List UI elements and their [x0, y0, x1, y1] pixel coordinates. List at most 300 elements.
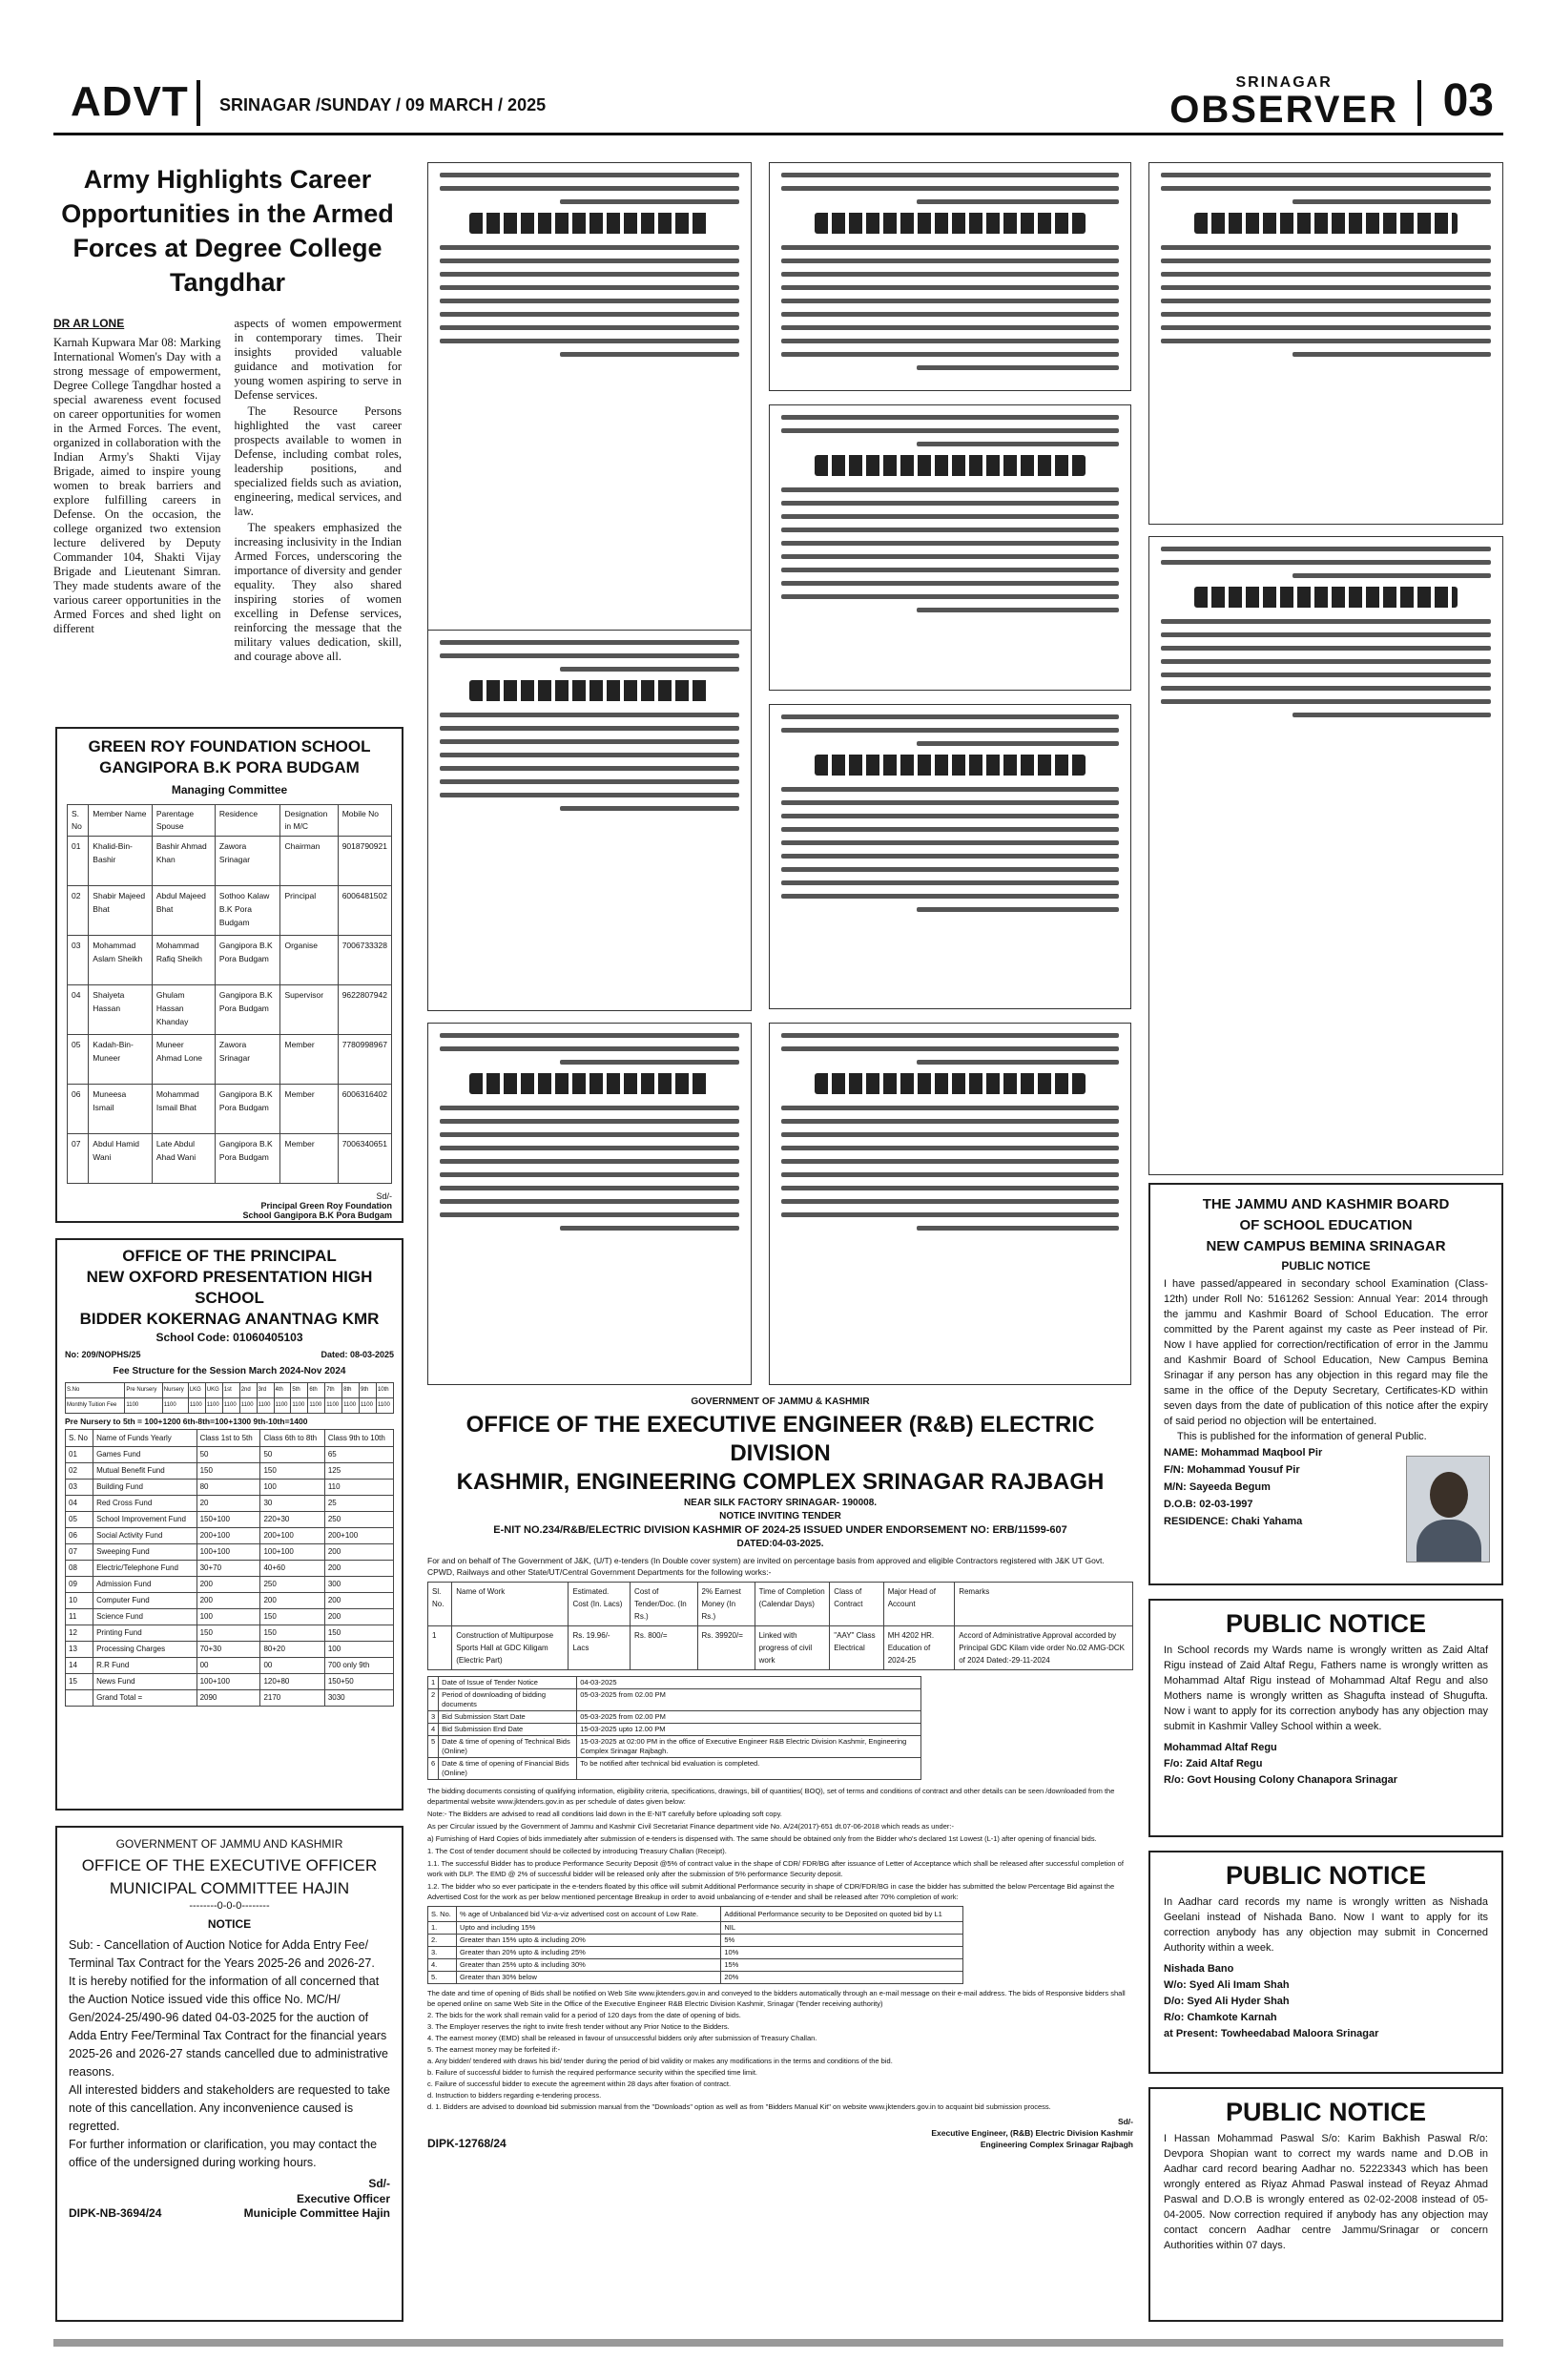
- table-cell: 200: [324, 1561, 393, 1577]
- table-row: [66, 1658, 394, 1674]
- urdu-text-line: [917, 1226, 1119, 1231]
- sd-mark: Sd/-: [368, 2177, 390, 2190]
- signatory-line: W/o: Syed Ali Imam Shah: [1164, 1979, 1290, 1991]
- table-cell: Construction of Multipurpose Sports Hall at GDC Kiligam (Electric Part): [452, 1626, 569, 1670]
- table-cell: 1.: [428, 1922, 457, 1935]
- nit-label: NOTICE INVITING TENDER: [719, 1511, 841, 1521]
- article-column-1: [53, 317, 221, 666]
- urdu-text-line: [440, 640, 739, 645]
- table-cell: 13: [66, 1642, 93, 1658]
- tender-term: 5. The earnest money may be forfeited if:-: [427, 2045, 561, 2054]
- school-name: NEW OXFORD PRESENTATION HIGH SCHOOL: [86, 1268, 373, 1307]
- notice-title: PUBLIC NOTICE: [1225, 2098, 1426, 2126]
- tender-term: 4. The earnest money (EMD) shall be released in favour of unsuccessful bidders only after submission of Treasury Challan.: [427, 2034, 817, 2042]
- table-header-cell: 4th: [274, 1383, 291, 1398]
- table-cell: 100+100: [260, 1544, 324, 1561]
- urdu-text-line: [440, 285, 739, 290]
- urdu-text-line: [917, 907, 1119, 912]
- urdu-text-line: [781, 1119, 1119, 1124]
- urdu-heading: [469, 1073, 709, 1094]
- table-cell: 15-03-2025 at 02:00 PM in the office of Executive Engineer R&B Electric Division Kashmir, Engineering Complex Srinagar Rajbagh.: [577, 1736, 921, 1758]
- table-header-cell: 10th: [376, 1383, 393, 1398]
- ref-line: [65, 1350, 394, 1359]
- table-header-cell: S. No: [68, 805, 89, 837]
- tender-term: 2. The bids for the work shall remain valid for a period of 120 days from the date of opening of bids.: [427, 2011, 741, 2019]
- table-header-cell: 2nd: [239, 1383, 257, 1398]
- table-cell: 20: [196, 1496, 260, 1512]
- table-cell: 12: [66, 1625, 93, 1642]
- table-header-cell: Parentage Spouse: [152, 805, 215, 837]
- table-cell: 250: [324, 1512, 393, 1528]
- enit-number: E-NIT NO.234/R&B/ELECTRIC DIVISION KASHMIR OF 2024-25 ISSUED UNDER ENDORSEMENT NO: ERB/11599-607: [493, 1524, 1067, 1536]
- urdu-text-line: [781, 339, 1119, 343]
- urdu-text-line: [781, 1046, 1119, 1051]
- urdu-text-line: [781, 594, 1119, 599]
- table-header-cell: Cost of Tender/Doc. (In Rs.): [631, 1583, 697, 1626]
- table-row: [66, 1577, 394, 1593]
- urdu-text-line: [917, 442, 1119, 446]
- table-cell: 00: [196, 1658, 260, 1674]
- tender-notes: [427, 1786, 1133, 1902]
- table-cell: 80: [196, 1480, 260, 1496]
- urdu-text-line: [440, 1212, 739, 1217]
- table-cell: 220+30: [260, 1512, 324, 1528]
- urdu-text-line: [1161, 299, 1491, 303]
- urdu-text-line: [781, 581, 1119, 586]
- signatory-line: Executive Engineer, (R&B) Electric Division Kashmir: [931, 2128, 1133, 2138]
- table-cell: 10%: [721, 1947, 963, 1959]
- table-cell: Khalid-Bin-Bashir: [89, 837, 153, 886]
- table-header-cell: S. No.: [428, 1907, 457, 1922]
- table-cell: 100: [260, 1480, 324, 1496]
- table-cell: 5.: [428, 1972, 457, 1984]
- urdu-text-line: [781, 814, 1119, 818]
- logo-city: SRINAGAR: [1235, 74, 1333, 91]
- urdu-text-line: [781, 272, 1119, 277]
- table-cell: 100: [196, 1609, 260, 1625]
- table-header-cell: Class 6th to 8th: [260, 1430, 324, 1447]
- urdu-text-line: [1161, 312, 1491, 317]
- table-cell: 100+100: [196, 1674, 260, 1690]
- board-title: OF SCHOOL EDUCATION: [1239, 1217, 1413, 1233]
- table-cell: School Improvement Fund: [93, 1512, 197, 1528]
- school-address: BIDDER KOKERNAG ANANTNAG KMR: [79, 1310, 380, 1328]
- ref-number: No: 209/NOPHS/25: [65, 1350, 141, 1359]
- signatory-line: Principal Green Roy Foundation: [260, 1201, 392, 1211]
- table-cell: 110: [324, 1480, 393, 1496]
- table-header-cell: Class 9th to 10th: [324, 1430, 393, 1447]
- urdu-text-line: [1161, 659, 1491, 664]
- urdu-text-line: [1292, 573, 1491, 578]
- urdu-text-line: [440, 186, 739, 191]
- urdu-text-line: [781, 352, 1119, 357]
- table-cell: 05-03-2025 from 02.00 PM: [577, 1689, 921, 1711]
- yearly-fund-table: [65, 1429, 394, 1707]
- signature-block: [69, 2176, 390, 2206]
- tender-term: d. Instruction to bidders regarding e-tendering process.: [427, 2091, 602, 2100]
- urdu-text-line: [440, 1146, 739, 1150]
- dipk-code: DIPK-NB-3694/24: [69, 2206, 162, 2220]
- table-cell: Accord of Administrative Approval accorded by Principal GDC Kilam vide order No.02 AMG-DCK of 2024 Dated:-29-11-2024: [955, 1626, 1133, 1670]
- table-header-cell: Class of Contract: [830, 1583, 883, 1626]
- newspaper-logo: [1169, 74, 1398, 131]
- urdu-text-line: [781, 487, 1119, 492]
- applicant-father: F/N: Mohammad Yousuf Pir: [1164, 1464, 1300, 1476]
- article-byline: DR AR LONE: [53, 317, 125, 330]
- schedule-table: [427, 1676, 921, 1780]
- table-cell: 250: [260, 1577, 324, 1593]
- urdu-heading: [815, 213, 1085, 234]
- table-cell: Building Fund: [93, 1480, 197, 1496]
- notice-label: NOTICE: [207, 1917, 252, 1931]
- table-header-cell: 1st: [222, 1383, 239, 1398]
- table-cell: 04: [66, 1496, 93, 1512]
- urdu-text-line: [440, 1046, 739, 1051]
- table-row: [428, 1922, 963, 1935]
- table-cell: 1100: [308, 1398, 325, 1414]
- fee-title: Fee Structure for the Session March 2024-Nov 2024: [113, 1366, 346, 1376]
- table-cell: 00: [260, 1658, 324, 1674]
- urdu-text-line: [781, 514, 1119, 519]
- table-header-cell: Class 1st to 5th: [196, 1430, 260, 1447]
- urdu-text-line: [781, 1186, 1119, 1190]
- table-row: [66, 1447, 394, 1463]
- urdu-text-line: [1161, 186, 1491, 191]
- table-cell: 200: [196, 1577, 260, 1593]
- section-label: ADVT: [71, 78, 189, 125]
- table-row: [428, 1935, 963, 1947]
- table-cell: Gangipora B.K Pora Budgam: [215, 1134, 280, 1184]
- table-cell: 150: [324, 1625, 393, 1642]
- table-header-cell: 3rd: [257, 1383, 274, 1398]
- urdu-text-line: [560, 806, 739, 811]
- table-cell: 150: [260, 1609, 324, 1625]
- table-row: [66, 1528, 394, 1544]
- table-cell: 15%: [721, 1959, 963, 1972]
- urdu-notice: [427, 1023, 752, 1385]
- table-cell: 30: [260, 1496, 324, 1512]
- fee-summary: Pre Nursery to 5th = 100+1200 6th-8th=100+1300 9th-10th=1400: [65, 1417, 308, 1426]
- table-cell: 2: [428, 1689, 439, 1711]
- urdu-text-line: [1161, 245, 1491, 250]
- table-cell: Upto and including 15%: [457, 1922, 721, 1935]
- table-row: [428, 1711, 921, 1724]
- table-cell: 6006481502: [338, 886, 391, 936]
- table-cell: 4.: [428, 1959, 457, 1972]
- table-cell: 1100: [188, 1398, 205, 1414]
- urdu-text-line: [781, 728, 1119, 733]
- urdu-text-line: [440, 779, 739, 784]
- table-cell: 1100: [125, 1398, 162, 1414]
- table-cell: 200+100: [196, 1528, 260, 1544]
- urdu-text-line: [781, 827, 1119, 832]
- table-header-cell: Additional Performance security to be Deposited on quoted bid by L1: [721, 1907, 963, 1922]
- table-cell: Muneer Ahmad Lone: [152, 1035, 215, 1085]
- tender-notice: [427, 1397, 1133, 2322]
- notice-paragraph: It is hereby notified for the information of all concerned that the Auction Notice issued vide this office No. MC/H/ Gen/2024-25/490-96 dated 04-03-2025 for the auction of Adda Entry Fee/Terminal Tax Contract for the financial years 2025-26 and 2026-27 stands cancelled due to administrative reasons.: [69, 1975, 388, 2079]
- urdu-text-line: [1161, 619, 1491, 624]
- table-cell: 25: [324, 1496, 393, 1512]
- urdu-notice: [769, 404, 1131, 691]
- tender-note: Note:- The Bidders are advised to read all conditions laid down in the E-NIT carefully before uploading soft copy.: [427, 1810, 782, 1818]
- urdu-text-line: [440, 1159, 739, 1164]
- table-cell: 7006733328: [338, 936, 391, 985]
- table-row: [66, 1544, 394, 1561]
- table-cell: Gangipora B.K Pora Budgam: [215, 985, 280, 1035]
- public-notice-nishada: [1148, 1851, 1503, 2074]
- urdu-text-line: [781, 880, 1119, 885]
- table-cell: 05: [66, 1512, 93, 1528]
- table-cell: 65: [324, 1447, 393, 1463]
- urdu-text-line: [781, 800, 1119, 805]
- tender-note: 1.1. The successful Bidder has to produce Performance Security Deposit @5% of contract value in the shape of CDR/ FDR/BG after issuance of Letter of Acceptance which shall be released after successful completion of work with DLP. The EMD @ 2% of successful bidder will be released only after the submission of 5% performance Security deposit.: [427, 1859, 1124, 1878]
- table-header-cell: Estimated. Cost (In. Lacs): [569, 1583, 631, 1626]
- signatory-line: School Gangipora B.K Pora Budgam: [242, 1211, 392, 1220]
- table-cell: 2090: [196, 1690, 260, 1707]
- urdu-text-line: [1161, 285, 1491, 290]
- table-cell: 200: [196, 1593, 260, 1609]
- table-row: [66, 1496, 394, 1512]
- table-row: [66, 1625, 394, 1642]
- table-row: [428, 1736, 921, 1758]
- sd-mark: Sd/-: [376, 1191, 392, 1201]
- applicant-residence: RESIDENCE: Chaki Yahama: [1164, 1516, 1303, 1527]
- table-cell: 120+80: [260, 1674, 324, 1690]
- green-roy-school-notice: [55, 727, 403, 1223]
- tender-term: The date and time of opening of Bids shall be notified on Web Site www.jktenders.gov.in and conveyed to the bidders automatically through an e-mail message on their e-mail address. The bids of Responsive bidders shall be opened online on same Web Site in the Office of the Executive Engineer R&B Electric Division Kashmir, Srinagar (Tender receiving authority): [427, 1989, 1126, 2008]
- urdu-text-line: [781, 1106, 1119, 1110]
- table-cell: Member: [280, 1085, 338, 1134]
- urdu-text-line: [781, 1159, 1119, 1164]
- urdu-text-line: [440, 793, 739, 797]
- table-header-cell: 7th: [325, 1383, 342, 1398]
- urdu-text-line: [440, 1119, 739, 1124]
- urdu-text-line: [1161, 699, 1491, 704]
- table-header-cell: 8th: [342, 1383, 360, 1398]
- urdu-text-line: [1161, 272, 1491, 277]
- table-cell: 1100: [205, 1398, 222, 1414]
- table-cell: 200: [324, 1609, 393, 1625]
- bottom-rule: [53, 2339, 1503, 2347]
- table-header-cell: S.No: [66, 1383, 125, 1398]
- table-cell: Kadah-Bin-Muneer: [89, 1035, 153, 1085]
- table-cell: 3.: [428, 1947, 457, 1959]
- table-row: [68, 837, 392, 886]
- urdu-text-line: [440, 272, 739, 277]
- table-cell: 1100: [239, 1398, 257, 1414]
- notice-label: PUBLIC NOTICE: [1281, 1259, 1371, 1273]
- office-title: OFFICE OF THE EXECUTIVE ENGINEER (R&B) ELECTRIC DIVISION: [465, 1412, 1095, 1466]
- table-header-cell: Name of Work: [452, 1583, 569, 1626]
- office-address: KASHMIR, ENGINEERING COMPLEX SRINAGAR RAJBAGH: [456, 1469, 1105, 1495]
- urdu-notice: [1148, 162, 1503, 525]
- urdu-text-line: [781, 840, 1119, 845]
- urdu-notice: [1148, 536, 1503, 1175]
- urdu-heading: [1194, 213, 1458, 234]
- table-cell: Red Cross Fund: [93, 1496, 197, 1512]
- table-cell: 1: [428, 1626, 452, 1670]
- table-cell: 7780998967: [338, 1035, 391, 1085]
- table-cell: 1100: [222, 1398, 239, 1414]
- urdu-text-line: [781, 568, 1119, 572]
- table-cell: 150: [196, 1625, 260, 1642]
- jkbose-public-notice: [1148, 1183, 1503, 1585]
- table-cell: 100: [324, 1642, 393, 1658]
- urdu-notice: [769, 162, 1131, 391]
- table-cell: To be notified after technical bid evaluation is completed.: [577, 1758, 921, 1780]
- table-header-cell: 9th: [360, 1383, 377, 1398]
- table-cell: 4: [428, 1724, 439, 1736]
- school-address: GANGIPORA B.K PORA BUDGAM: [99, 758, 360, 776]
- table-cell: Zawora Srinagar: [215, 837, 280, 886]
- table-header-cell: Sl. No.: [428, 1583, 452, 1626]
- urdu-text-line: [1161, 173, 1491, 177]
- signatory-line: F/o: Zaid Altaf Regu: [1164, 1758, 1263, 1769]
- signatory-line: R/o: Chamkote Karnah: [1164, 2012, 1277, 2023]
- urdu-notice: [427, 630, 752, 1011]
- urdu-text-line: [781, 325, 1119, 330]
- table-cell: Processing Charges: [93, 1642, 197, 1658]
- table-row: [428, 1689, 921, 1711]
- table-cell: Greater than 20% upto & including 25%: [457, 1947, 721, 1959]
- table-cell: 150+100: [196, 1512, 260, 1528]
- table-cell: 125: [324, 1463, 393, 1480]
- table-cell: 15: [66, 1674, 93, 1690]
- table-cell: 01: [66, 1447, 93, 1463]
- urdu-text-line: [781, 186, 1119, 191]
- urdu-text-line: [781, 787, 1119, 792]
- table-cell: 1100: [291, 1398, 308, 1414]
- table-cell: Organise: [280, 936, 338, 985]
- table-cell: 100+100: [196, 1544, 260, 1561]
- table-header-cell: Time of Completion (Calendar Days): [755, 1583, 830, 1626]
- notice-body: In Aadhar card records my name is wrongly written as Nishada Geelani instead of Nishada Bano. Now I want to apply for its correction anybody has any objection may submit in Concerned Authority within a week.: [1164, 1896, 1488, 1954]
- signatory-line: Municiple Committee Hajin: [243, 2206, 390, 2220]
- signatory-line: Nishada Bano: [1164, 1963, 1234, 1975]
- table-cell: News Fund: [93, 1674, 197, 1690]
- applicant-mother: M/N: Sayeeda Begum: [1164, 1481, 1271, 1493]
- table-cell: Sothoo Kalaw B.K Pora Budgam: [215, 886, 280, 936]
- table-cell: 150: [196, 1463, 260, 1480]
- table-row: [428, 1677, 921, 1689]
- table-cell: Greater than 30% below: [457, 1972, 721, 1984]
- table-cell: 5%: [721, 1935, 963, 1947]
- table-cell: 150: [260, 1625, 324, 1642]
- table-cell: 07: [68, 1134, 89, 1184]
- table-cell: Science Fund: [93, 1609, 197, 1625]
- urdu-text-line: [781, 245, 1119, 250]
- table-row: [68, 985, 392, 1035]
- table-header-cell: 2% Earnest Money (In Rs.): [697, 1583, 755, 1626]
- hajin-municipal-notice: [55, 1826, 403, 2322]
- table-cell: Abdul Majeed Bhat: [152, 886, 215, 936]
- notice-subject: Sub: - Cancellation of Auction Notice for Adda Entry Fee/ Terminal Tax Contract for the Years 2025-26 and 2026-27.: [69, 1938, 375, 1970]
- table-cell: Computer Fund: [93, 1593, 197, 1609]
- table-header-cell: Mobile No: [338, 805, 391, 837]
- urdu-text-line: [440, 312, 739, 317]
- table-cell: 03: [68, 936, 89, 985]
- government-line: GOVERNMENT OF JAMMU AND KASHMIR: [115, 1837, 343, 1851]
- sd-mark: Sd/-: [1117, 2117, 1133, 2126]
- table-cell: Linked with progress of civil work: [755, 1626, 830, 1670]
- table-cell: Rs. 19.96/- Lacs: [569, 1626, 631, 1670]
- urdu-heading: [1194, 587, 1458, 608]
- table-row: [428, 1724, 921, 1736]
- table-cell: Date of Issue of Tender Notice: [439, 1677, 577, 1689]
- table-cell: 1: [428, 1677, 439, 1689]
- urdu-text-line: [917, 365, 1119, 370]
- table-row: [66, 1512, 394, 1528]
- signatory-line: D/o: Syed Ali Hyder Shah: [1164, 1996, 1290, 2007]
- monthly-fee-table: [65, 1382, 394, 1414]
- article-column-2: [235, 317, 403, 666]
- works-table: [427, 1582, 1133, 1670]
- enit-date: DATED:04-03-2025.: [736, 1539, 824, 1549]
- urdu-text-line: [440, 726, 739, 731]
- table-row: [66, 1642, 394, 1658]
- table-row: [428, 1758, 921, 1780]
- urdu-text-line: [1161, 339, 1491, 343]
- table-cell: Social Activity Fund: [93, 1528, 197, 1544]
- ref-date: Dated: 08-03-2025: [321, 1350, 394, 1359]
- table-cell: 1100: [325, 1398, 342, 1414]
- table-cell: Gangipora B.K Pora Budgam: [215, 1085, 280, 1134]
- table-header-cell: Remarks: [955, 1583, 1133, 1626]
- table-header-cell: Residence: [215, 805, 280, 837]
- table-cell: 70+30: [196, 1642, 260, 1658]
- urdu-text-line: [440, 339, 739, 343]
- table-cell: "AAY" Class Electrical: [830, 1626, 883, 1670]
- signatory-line: at Present: Towheedabad Maloora Srinagar: [1164, 2028, 1379, 2039]
- signatory-line: Engineering Complex Srinagar Rajbagh: [980, 2140, 1133, 2149]
- notice-title: PUBLIC NOTICE: [1225, 1609, 1426, 1638]
- public-notice-regu: [1148, 1599, 1503, 1837]
- urdu-text-line: [781, 714, 1119, 719]
- table-row: [68, 936, 392, 985]
- table-cell: 9622807942: [338, 985, 391, 1035]
- table-row: [66, 1609, 394, 1625]
- table-cell: Admission Fund: [93, 1577, 197, 1593]
- table-row: [68, 886, 392, 936]
- table-cell: NIL: [721, 1922, 963, 1935]
- table-cell: 1100: [162, 1398, 188, 1414]
- urdu-text-line: [440, 766, 739, 771]
- urdu-notice: [769, 1023, 1131, 1385]
- table-header-cell: 6th: [308, 1383, 325, 1398]
- urdu-text-line: [440, 245, 739, 250]
- urdu-text-line: [1292, 199, 1491, 204]
- table-cell: 200+100: [324, 1528, 393, 1544]
- table-cell: Gangipora B.K Pora Budgam: [215, 936, 280, 985]
- table-cell: Mohammad Aslam Sheikh: [89, 936, 153, 985]
- table-cell: Greater than 25% upto & including 30%: [457, 1959, 721, 1972]
- applicant-name: NAME: Mohammad Maqbool Pir: [1164, 1447, 1323, 1459]
- table-cell: Mohammad Rafiq Sheikh: [152, 936, 215, 985]
- masthead: [53, 72, 1503, 135]
- table-cell: Supervisor: [280, 985, 338, 1035]
- notice-signatory: [1164, 1740, 1488, 1789]
- masthead-divider: [196, 80, 200, 126]
- tender-note: 1. The Cost of tender document should be collected by introducing Treasury Challan (Receipt).: [427, 1847, 727, 1855]
- table-cell: 200: [324, 1593, 393, 1609]
- tender-term: d. 1. Bidders are advised to download bid submission manual from the "Downloads" option as well as from "Bidders Manual Kit" on website www.jktenders.gov.in to acquaint bid submission process.: [427, 2102, 1051, 2111]
- tender-intro: For and on behalf of The Government of J&K, (U/T) e-tenders (In Double cover system) are invited on percentage basis from approved and eligible Contractors registered with J&K UT Govt. CPWD, Railways and other State/UT/Central Government Departments for the following works:-: [427, 1556, 1105, 1577]
- table-cell: 150: [260, 1463, 324, 1480]
- table-row: [66, 1674, 394, 1690]
- page-number: 03: [1442, 75, 1494, 126]
- article-paragraph: aspects of women empowerment in contemporary times. Their insights provided valuable guidance and motivation for young women aspiring to serve in Defense services.: [234, 317, 402, 402]
- applicant-dob: D.O.B: 02-03-1997: [1164, 1499, 1253, 1510]
